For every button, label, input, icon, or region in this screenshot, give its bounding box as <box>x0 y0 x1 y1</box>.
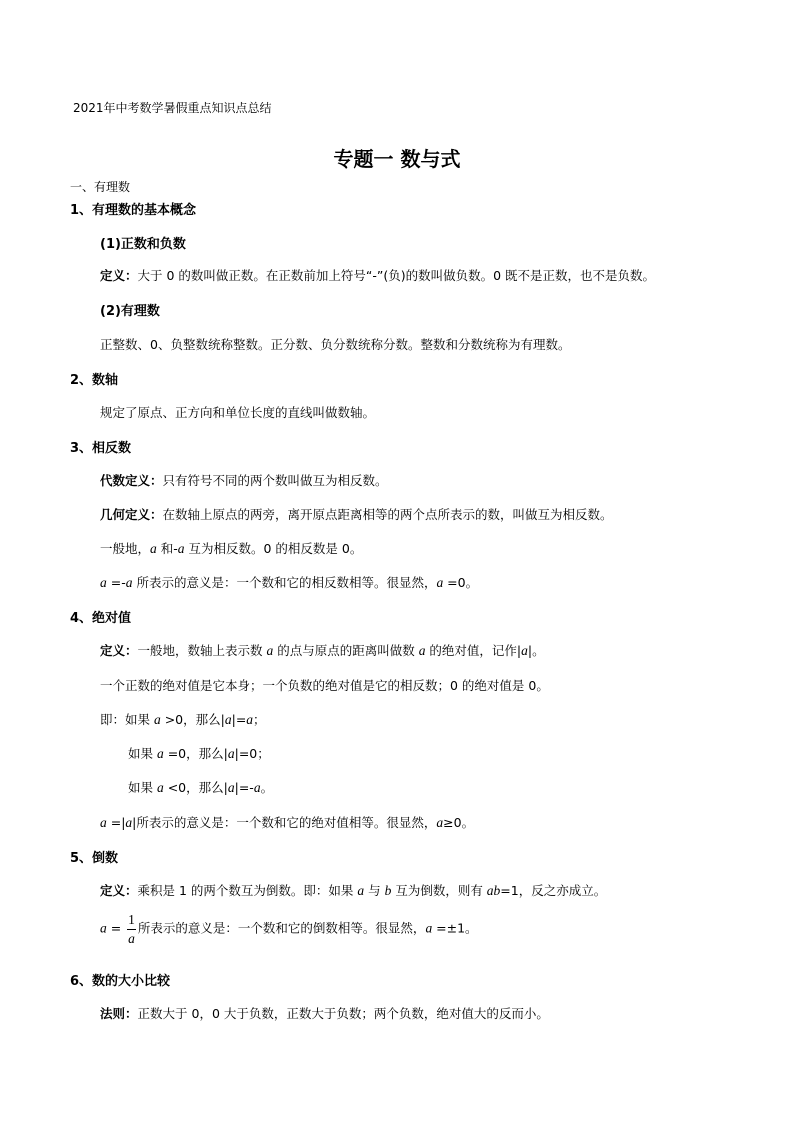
subsection-heading-rational: (2)有理数 <box>100 304 160 319</box>
section-heading-6: 6、数的大小比较 <box>70 974 171 989</box>
fraction-one-over-a: $\frac{1}{a}$ <box>128 912 135 946</box>
absolute-case-zero: 如果 a =0，那么|a|=0； <box>128 746 270 761</box>
opposite-meaning-text: a =-a 所表示的意义是：一个数和它的相反数相等。很显然，a =0。 <box>100 575 479 590</box>
definition-label: 代数定义： <box>100 473 163 488</box>
definition-label: 定义： <box>100 268 138 283</box>
chapter-heading: 一、有理数 <box>70 180 131 194</box>
rule-text: 正数大于 0，0 大于负数，正数大于负数；两个负数，绝对值大的反而小。 <box>137 1006 549 1021</box>
rule-label: 法则： <box>100 1006 138 1021</box>
number-line-text: 规定了原点、正方向和单位长度的直线叫做数轴。 <box>100 405 376 420</box>
definition-label: 定义： <box>100 643 138 658</box>
comparison-rule <box>100 1004 549 1022</box>
rational-number-text: 正整数、0、负整数统称整数。正分数、负分数统称分数。整数和分数统称为有理数。 <box>100 337 571 352</box>
absolute-case-negative: 如果 a <0，那么|a|=-a。 <box>128 780 274 795</box>
section-heading-2: 2、数轴 <box>70 373 119 388</box>
algebraic-definition <box>100 471 388 489</box>
opposite-general-text: 一般地，a 和-a 互为相反数。0 的相反数是 0。 <box>100 541 363 556</box>
definition-text: 只有符号不同的两个数叫做互为相反数。 <box>162 473 388 488</box>
document-header: 2021年中考数学暑假重点知识点总结 <box>73 101 272 115</box>
reciprocal-definition: 定义：乘积是 1 的两个数互为倒数。即：如果 a 与 b 互为倒数，则有 ab=1，反之亦成立。 <box>100 883 607 898</box>
absolute-case-positive: 即：如果 a >0，那么|a|=a； <box>100 712 266 727</box>
definition-text: 大于 0 的数叫做正数。在正数前加上符号“-”(负)的数叫做负数。0 既不是正数，也不是负数。 <box>137 268 656 283</box>
absolute-value-definition: 定义：一般地，数轴上表示数 a 的点与原点的距离叫做数 a 的绝对值，记作|a|。 <box>100 643 545 658</box>
absolute-value-rule: 一个正数的绝对值是它本身；一个负数的绝对值是它的相反数；0 的绝对值是 0。 <box>100 678 549 693</box>
section-heading-4: 4、绝对值 <box>70 611 132 626</box>
section-heading-3: 3、相反数 <box>70 441 132 456</box>
definition-text: 在数轴上原点的两旁，离开原点距离相等的两个点所表示的数，叫做互为相反数。 <box>162 507 613 522</box>
definition-positive-negative <box>100 266 655 284</box>
subsection-heading-positive-negative: (1)正数和负数 <box>100 237 186 252</box>
absolute-meaning-text: a =|a|所表示的意义是：一个数和它的绝对值相等。很显然，a≥0。 <box>100 815 475 830</box>
page-title: 专题一 数与式 <box>333 147 461 171</box>
section-heading-1: 1、有理数的基本概念 <box>70 203 197 218</box>
definition-label: 定义： <box>100 883 138 898</box>
section-heading-5: 5、倒数 <box>70 851 119 866</box>
definition-label: 几何定义： <box>100 507 163 522</box>
geometric-definition <box>100 505 613 523</box>
reciprocal-meaning-text: a = $\frac{1}{a}$ 所表示的意义是：一个数和它的倒数相等。很显然，a =±1。 <box>100 912 478 946</box>
